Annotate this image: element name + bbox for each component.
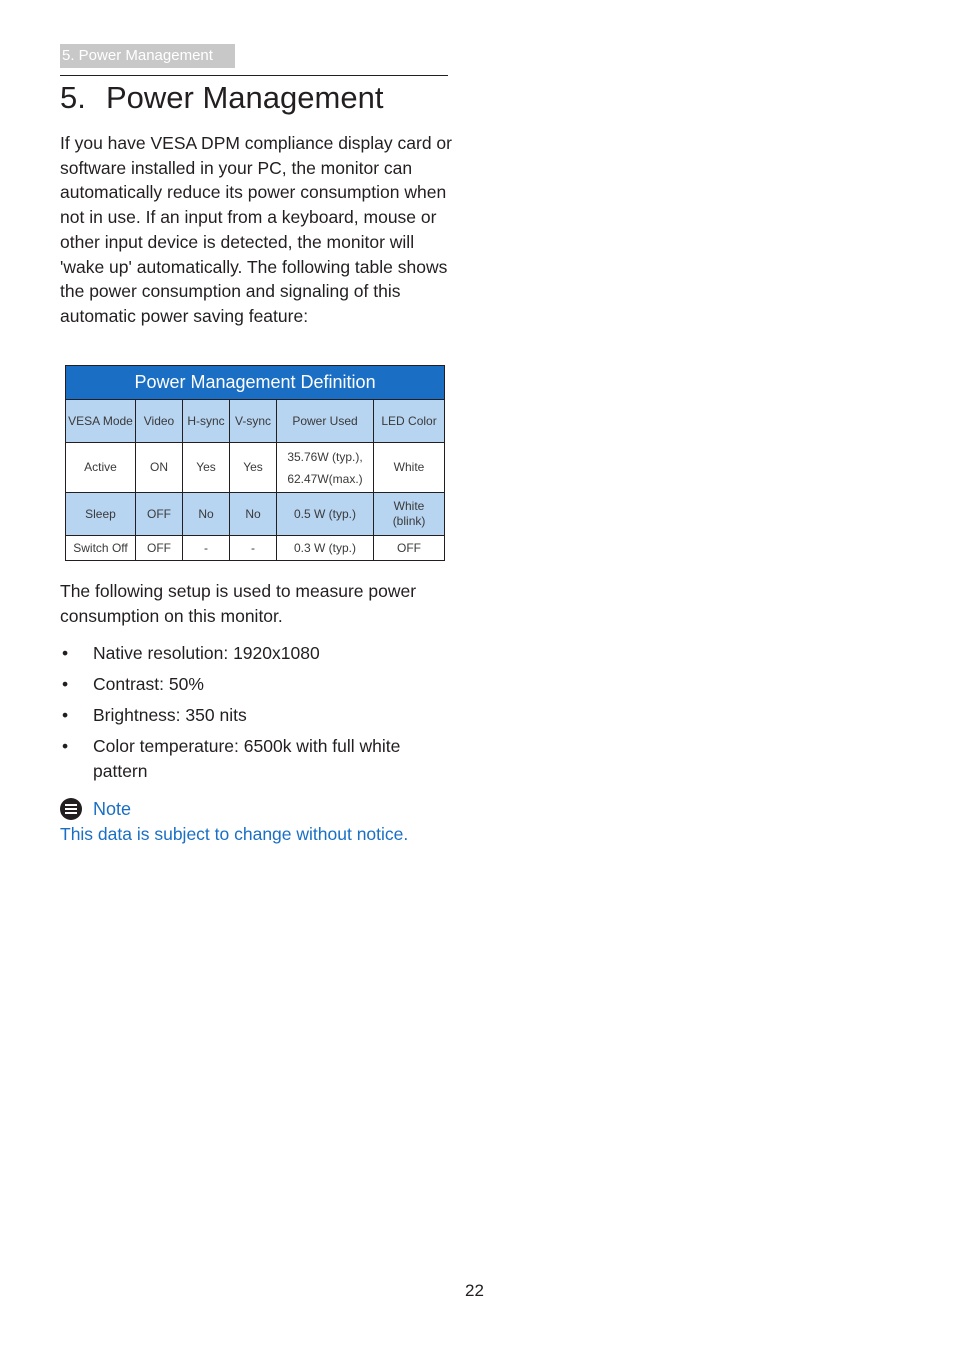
cell-mode: Sleep	[66, 493, 136, 536]
cell-vsync: Yes	[230, 443, 277, 493]
bullet: •	[62, 674, 69, 694]
column-header: VESA Mode	[66, 400, 136, 443]
power-typical: 35.76W (typ.),	[287, 449, 363, 464]
running-header: 5. Power Management	[60, 44, 235, 68]
header-divider	[60, 75, 448, 76]
table-row	[66, 443, 445, 493]
list-item-text: Contrast: 50%	[93, 674, 204, 694]
note-icon	[60, 798, 82, 820]
cell-hsync: Yes	[183, 443, 230, 493]
page-number: 22	[465, 1281, 484, 1300]
table-row	[66, 493, 445, 536]
cell-video: OFF	[136, 536, 183, 561]
column-header: Power Used	[277, 400, 374, 443]
cell-led: White	[374, 443, 445, 493]
cell-vsync: -	[230, 536, 277, 561]
note-text: This data is subject to change without notice.	[60, 824, 409, 844]
cell-video: OFF	[136, 493, 183, 536]
column-header: V-sync	[230, 400, 277, 443]
cell-led: OFF	[374, 536, 445, 561]
column-header: LED Color	[374, 400, 445, 443]
note-heading	[60, 797, 131, 821]
setup-paragraph: The following setup is used to measure power consumption on this monitor.	[60, 581, 417, 626]
cell-power	[277, 443, 374, 493]
cell-hsync: -	[183, 536, 230, 561]
cell-power: 0.5 W (typ.)	[277, 493, 374, 536]
cell-video: ON	[136, 443, 183, 493]
list-item-text: Brightness: 350 nits	[93, 705, 247, 725]
column-header: H-sync	[183, 400, 230, 443]
list-item	[60, 703, 452, 728]
list-item	[60, 641, 452, 666]
list-item	[60, 672, 452, 697]
power-management-table	[65, 365, 445, 561]
setup-list	[60, 641, 452, 790]
note-label: Note	[93, 798, 132, 819]
cell-power: 0.3 W (typ.)	[277, 536, 374, 561]
table-header-row	[66, 400, 445, 443]
section-title: Power Management	[106, 80, 384, 115]
cell-mode: Active	[66, 443, 136, 493]
bullet: •	[62, 705, 69, 725]
list-item	[60, 734, 452, 783]
column-header: Video	[136, 400, 183, 443]
table-row	[66, 536, 445, 561]
page-title	[60, 78, 383, 118]
intro-paragraph: If you have VESA DPM compliance display card or software installed in your PC, the monitor can automatically reduce its power consumption when not in use. If an input from a keyboard, mouse or other input device is detected, the monitor will 'wake up' automatically. The following table shows the power consumption and signaling of this automatic power saving feature:	[60, 133, 452, 326]
cell-vsync: No	[230, 493, 277, 536]
cell-mode: Switch Off	[66, 536, 136, 561]
power-max: 62.47W(max.)	[287, 471, 363, 486]
section-number: 5.	[60, 80, 86, 115]
table-caption: Power Management Definition	[66, 366, 445, 400]
list-item-text: Native resolution: 1920x1080	[93, 643, 320, 663]
bullet: •	[62, 736, 69, 756]
cell-led: White (blink)	[374, 493, 445, 536]
cell-hsync: No	[183, 493, 230, 536]
list-item-text: Color temperature: 6500k with full white pattern	[93, 736, 401, 781]
bullet: •	[62, 643, 69, 663]
